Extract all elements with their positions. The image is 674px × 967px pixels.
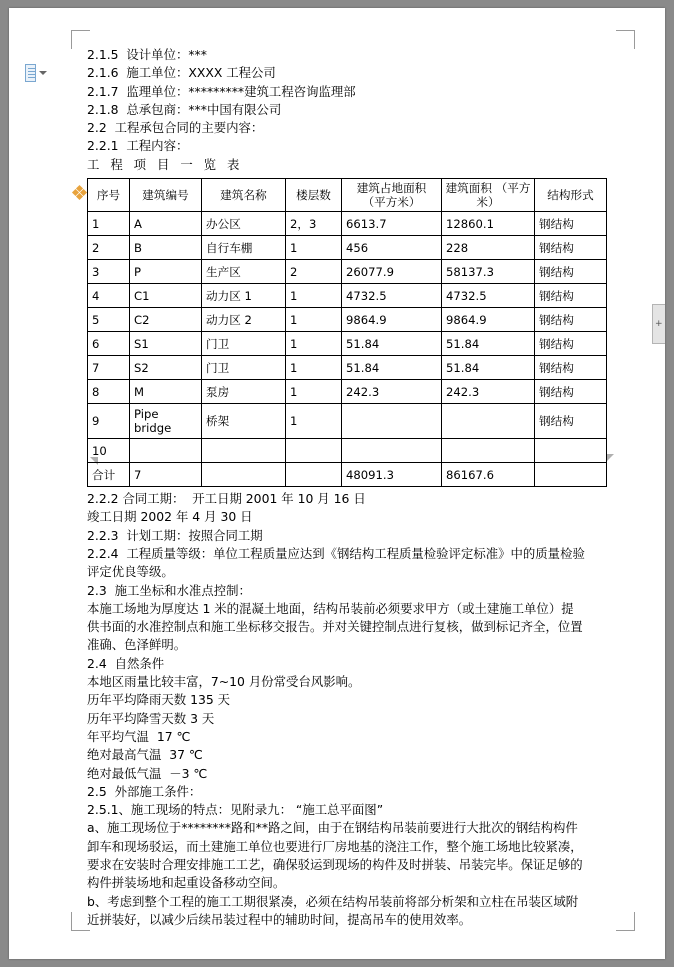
side-scroll-tab[interactable] [652,304,665,344]
table-cell [202,439,286,463]
doc-line: 2.2.4 工程质量等级：单位工程质量应达到《钢结构工程质量检验评定标准》中的质量检验 [87,545,585,561]
table-cell: 钢结构 [535,284,607,308]
table-cell: M [130,380,202,404]
doc-line: 2.4 自然条件 [87,655,165,671]
doc-line: 准确、色泽鲜明。 [87,637,187,653]
table-header-cell: 序号 [88,179,130,212]
table-cell: 5 [88,308,130,332]
table-header-row [88,179,607,212]
doc-line: 2.1.6 施工单位：XXXX 工程公司 [87,65,276,81]
table-cell: 7 [88,356,130,380]
table-cell [342,439,442,463]
doc-line: 2.3 施工坐标和水准点控制： [87,582,251,598]
table-header-cell: 建筑占地面积 （平方米） [342,179,442,212]
table-cell: 9864.9 [442,308,535,332]
table-cell: 1 [286,380,342,404]
document-glyph-icon [25,64,36,82]
table-cell: 钢结构 [535,260,607,284]
table-cell: 9 [88,404,130,439]
table-row [88,463,607,487]
table-cell: 48091.3 [342,463,442,487]
doc-line: 2.1.7 监理单位：*********建筑工程咨询监理部 [87,83,356,99]
chevron-down-icon[interactable] [39,71,47,75]
table-cell: 9864.9 [342,308,442,332]
table-cell: 2，3 [286,212,342,236]
table-cell: 51.84 [342,356,442,380]
table-header-cell: 建筑名称 [202,179,286,212]
doc-line: 卸车和现场驳运，而土建施工单位也要进行厂房地基的浇注工作，整个施工场地比较紧凑， [87,838,583,854]
table-cell: 1 [286,308,342,332]
section-before-table [87,46,609,174]
doc-line: 要求在安装时合理安排施工工艺，确保驳运到现场的构件及时拼装、吊装完毕。保证足够的 [87,857,583,873]
table-cell: 1 [88,212,130,236]
document-body [87,46,609,929]
table-cell [286,439,342,463]
table-cell: 钢结构 [535,356,607,380]
table-cell: 2 [286,260,342,284]
table-cell [442,404,535,439]
table-cell: A [130,212,202,236]
doc-line: 绝对最低气温 －3 ℃ [87,765,208,781]
table-cell: 办公区 [202,212,286,236]
table-cell: 1 [286,404,342,439]
table-cell [130,439,202,463]
table-cell: S2 [130,356,202,380]
crop-mark-bottom-right [616,912,635,931]
table-cell: 1 [286,332,342,356]
table-cell: 自行车棚 [202,236,286,260]
table-cell: 钢结构 [535,404,607,439]
document-outline-icon[interactable] [25,64,47,82]
table-cell: 钢结构 [535,212,607,236]
table-cell: 26077.9 [342,260,442,284]
table-cell: 动力区 1 [202,284,286,308]
table-cell: 桥架 [202,404,286,439]
table-cell: 门卫 [202,332,286,356]
table-cell [535,439,607,463]
table-cell: 456 [342,236,442,260]
doc-line: 年平均气温 17 ℃ [87,728,191,744]
document-page [9,8,665,959]
section-after-table [87,490,609,929]
table-row [88,332,607,356]
table-cell: 4 [88,284,130,308]
table-cell: 门卫 [202,356,286,380]
table-cell: Pipe bridge [130,404,202,439]
table-header-cell: 楼层数 [286,179,342,212]
table-header-cell: 建筑编号 [130,179,202,212]
table-cell: 10 [88,439,130,463]
table-cell: 51.84 [342,332,442,356]
table-cell [442,439,535,463]
doc-line: 绝对最高气温 37 ℃ [87,747,203,763]
table-header-cell: 建筑面积 （平方米） [442,179,535,212]
table-cell [202,463,286,487]
doc-line: 2.2 工程承包合同的主要内容： [87,120,264,136]
table-cell: 动力区 2 [202,308,286,332]
doc-line: 构件拼装场地和起重设备移动空间。 [87,875,286,891]
doc-line: 本地区雨量比较丰富，7~10 月份常受台风影响。 [87,674,361,690]
doc-line: b、考虑到整个工程的施工工期很紧凑，必须在结构吊装前将部分析架和立柱在吊装区域附 [87,893,579,909]
table-cell: 6613.7 [342,212,442,236]
table-cell: 4732.5 [342,284,442,308]
doc-line: 评定优良等级。 [87,564,174,580]
table-cell: 51.84 [442,332,535,356]
doc-line: 2.2.1 工程内容： [87,138,189,154]
doc-line: 2.2.2 合同工期： 开工日期 2001 年 10 月 16 日 [87,491,366,507]
table-cell: P [130,260,202,284]
table-cell: 86167.6 [442,463,535,487]
table-cell: C1 [130,284,202,308]
table-move-handle[interactable] [73,186,86,199]
doc-line: 竣工日期 2002 年 4 月 30 日 [87,509,253,525]
table-cell: 242.3 [342,380,442,404]
table-row [88,380,607,404]
table-cell: 3 [88,260,130,284]
table-row [88,260,607,284]
table-header-cell: 结构形式 [535,179,607,212]
table-row [88,356,607,380]
doc-line: 近拼装好，以减少后续吊装过程中的辅助时间，提高吊车的使用效率。 [87,911,472,927]
table-cell: 6 [88,332,130,356]
table-row [88,308,607,332]
table-row [88,212,607,236]
doc-line: 2.2.3 计划工期：按照合同工期 [87,527,263,543]
doc-line: 2.5.1、施工现场的特点：见附录九： “施工总平面图” [87,802,384,818]
doc-line: 供书面的水准控制点和施工坐标移交报告。并对关键控制点进行复核，做到标记齐全，位置 [87,619,583,635]
doc-line: 历年平均降雪天数 3 天 [87,710,215,726]
table-cell: 生产区 [202,260,286,284]
table-row [88,236,607,260]
doc-line: 本施工场地为厚度达 1 米的混凝土地面，结构吊装前必须要求甲方（或土建施工单位）提 [87,600,574,616]
table-cell: 1 [286,284,342,308]
doc-line: a、施工现场位于********路和**路之间，由于在钢结构吊装前要进行大批次的钢结构构件 [87,820,578,836]
table-cell: 钢结构 [535,236,607,260]
table-cell: 12860.1 [442,212,535,236]
table-cell: 7 [130,463,202,487]
table-title: 工 程 项 目 一 览 表 [87,156,243,172]
table-cell: 钢结构 [535,308,607,332]
table-cell [342,404,442,439]
table-cell: B [130,236,202,260]
project-list-table [87,178,607,487]
table-cell: 4732.5 [442,284,535,308]
table-cell [286,463,342,487]
table-cell [535,463,607,487]
doc-line: 2.1.5 设计单位：*** [87,47,207,62]
table-cell: 58137.3 [442,260,535,284]
table-cell: 1 [286,356,342,380]
table-cell: 2 [88,236,130,260]
doc-line: 2.1.8 总承包商：***中国有限公司 [87,101,282,117]
table-cell: 钢结构 [535,380,607,404]
table-row [88,439,607,463]
table-cell: C2 [130,308,202,332]
table-cell: S1 [130,332,202,356]
table-cell: 228 [442,236,535,260]
table-cell: 钢结构 [535,332,607,356]
crop-mark-top-right [616,30,635,49]
table-cell: 242.3 [442,380,535,404]
table-cell: 8 [88,380,130,404]
table-cell: 合计 [88,463,130,487]
table-row [88,404,607,439]
table-row [88,284,607,308]
table-cell: 泵房 [202,380,286,404]
table-cell: 51.84 [442,356,535,380]
doc-line: 2.5 外部施工条件： [87,783,202,799]
plus-icon: + [655,319,663,329]
table-cell: 1 [286,236,342,260]
doc-line: 历年平均降雨天数 135 天 [87,692,231,708]
